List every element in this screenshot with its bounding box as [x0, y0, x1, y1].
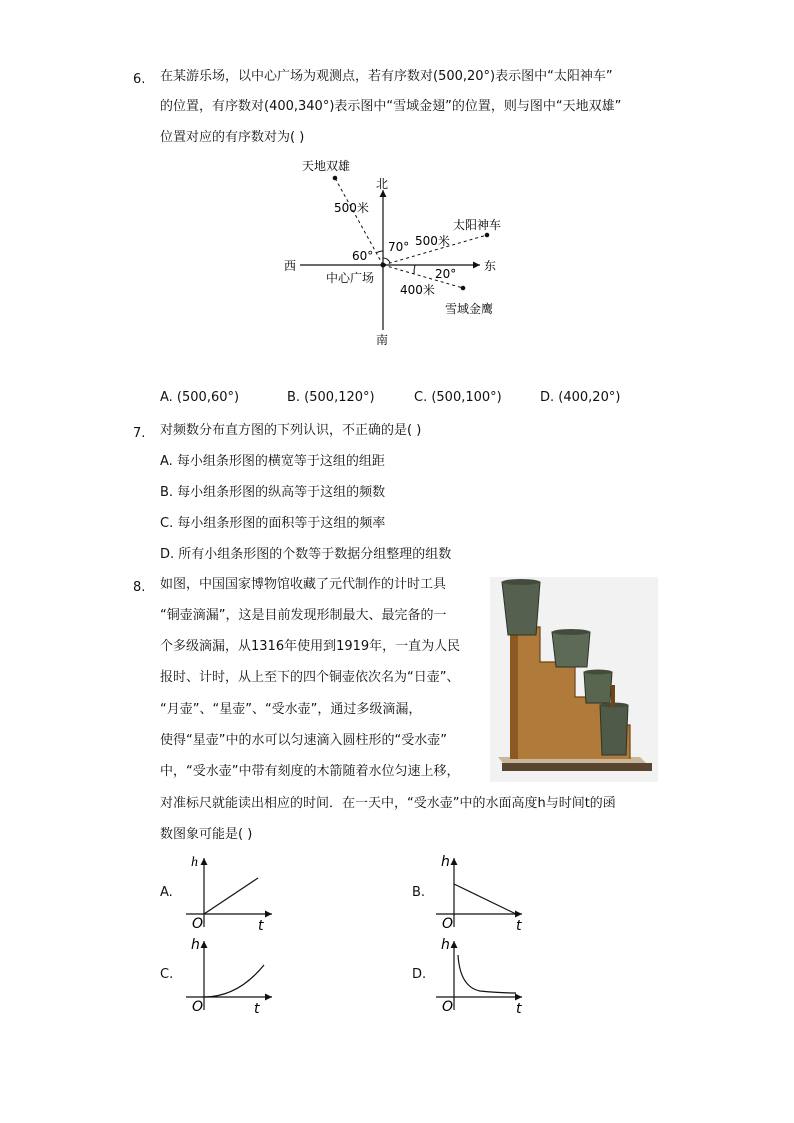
- graph-c: [180, 935, 280, 1015]
- q8-option-d-label: D.: [412, 967, 427, 982]
- tiandi-distance: 500米: [334, 201, 369, 215]
- svg-text:h: h: [191, 855, 198, 870]
- svg-text:O: O: [192, 916, 204, 932]
- question-6-line-3: 位置对应的有序数对为( ): [160, 130, 305, 145]
- north-label: 北: [376, 177, 389, 191]
- q6-option-d: D. (400,20°): [540, 390, 621, 405]
- point-tiandi: [333, 176, 338, 181]
- xueyu-angle: 20°: [435, 267, 457, 281]
- svg-text:h: h: [441, 854, 450, 870]
- q6-option-b: B. (500,120°): [287, 390, 375, 405]
- tiandi-label: 天地双雄: [302, 159, 351, 173]
- q8-option-c-label: C.: [160, 967, 174, 982]
- q6-option-a: A. (500,60°): [160, 390, 240, 405]
- svg-text:h: h: [191, 937, 200, 953]
- question-7-number: 7.: [133, 426, 146, 441]
- question-8-number: 8.: [133, 580, 146, 595]
- q7-option-c: C. 每小组条形图的面积等于这组的频率: [160, 516, 386, 531]
- svg-text:O: O: [442, 916, 454, 932]
- question-8-line-5: “月壶”、“星壶”、“受水壶”，通过多级滴漏，: [160, 702, 422, 717]
- question-8-line-7: 中，“受水壶”中带有刻度的木箭随着水位匀速上移，: [160, 764, 460, 779]
- center-label: 中心广场: [326, 271, 375, 285]
- q7-option-b: B. 每小组条形图的纵高等于这组的频数: [160, 485, 386, 500]
- question-8-line-8: 对准标尺就能读出相应的时间．在一天中，“受水壶”中的水面高度h与时间t的函: [160, 796, 616, 811]
- point-taiyang: [485, 233, 490, 238]
- q7-option-d: D. 所有小组条形图的个数等于数据分组整理的组数: [160, 547, 452, 562]
- bronze-water-clock-photo: [490, 577, 658, 782]
- graph-b: [430, 852, 530, 932]
- west-label: 西: [284, 259, 297, 273]
- xueyu-label: 雪域金鹰: [445, 302, 494, 316]
- question-7-stem: 对频数分布直方图的下列认识，不正确的是( ): [160, 423, 422, 438]
- graph-d-curve: [458, 955, 516, 993]
- question-8-line-1: 如图，中国国家博物馆收藏了元代制作的计时工具: [160, 577, 447, 592]
- south-label: 南: [376, 333, 389, 347]
- east-label: 东: [484, 259, 497, 273]
- svg-text:O: O: [192, 999, 204, 1015]
- question-6-line-2: 的位置，有序数对(400,340°)表示图中“雪域金翅”的位置，则与图中“天地双雄”: [160, 99, 622, 114]
- point-xueyu: [461, 286, 466, 291]
- svg-text:h: h: [441, 937, 450, 953]
- taiyang-angle: 70°: [388, 240, 410, 254]
- tiandi-angle: 60°: [352, 249, 374, 263]
- svg-text:t: t: [258, 918, 264, 932]
- q8-option-a-label: A.: [160, 885, 173, 900]
- svg-text:t: t: [254, 1001, 260, 1015]
- graph-a: [180, 852, 280, 932]
- svg-text:O: O: [442, 999, 454, 1015]
- question-8-line-2: “铜壶滴漏”，这是目前发现形制最大、最完备的一: [160, 608, 447, 623]
- question-6-line-1: 在某游乐场，以中心广场为观测点，若有序数对(500,20°)表示图中“太阳神车”: [160, 69, 613, 84]
- question-8-line-9: 数图象可能是( ): [160, 827, 253, 842]
- graph-b-curve: [454, 884, 516, 914]
- direction-diagram: [270, 150, 530, 350]
- graph-d: [430, 935, 530, 1015]
- taiyang-distance: 500米: [415, 234, 450, 248]
- taiyang-label: 太阳神车: [453, 218, 502, 232]
- question-6-number: 6.: [133, 72, 146, 87]
- question-8-line-6: 使得“星壶”中的水可以匀速滴入圆柱形的“受水壶”: [160, 733, 447, 748]
- graph-c-curve: [204, 965, 264, 997]
- q8-option-b-label: B.: [412, 885, 426, 900]
- q6-option-c: C. (500,100°): [414, 390, 502, 405]
- question-8-line-4: 报时、计时，从上至下的四个铜壶依次名为“日壶”、: [160, 670, 460, 685]
- xueyu-distance: 400米: [400, 283, 435, 297]
- svg-text:t: t: [516, 1001, 522, 1015]
- graph-a-curve: [204, 878, 258, 914]
- svg-text:t: t: [516, 918, 522, 932]
- q7-option-a: A. 每小组条形图的横宽等于这组的组距: [160, 454, 385, 469]
- question-8-line-3: 个多级滴漏，从1316年使用到1919年，一直为人民: [160, 639, 461, 654]
